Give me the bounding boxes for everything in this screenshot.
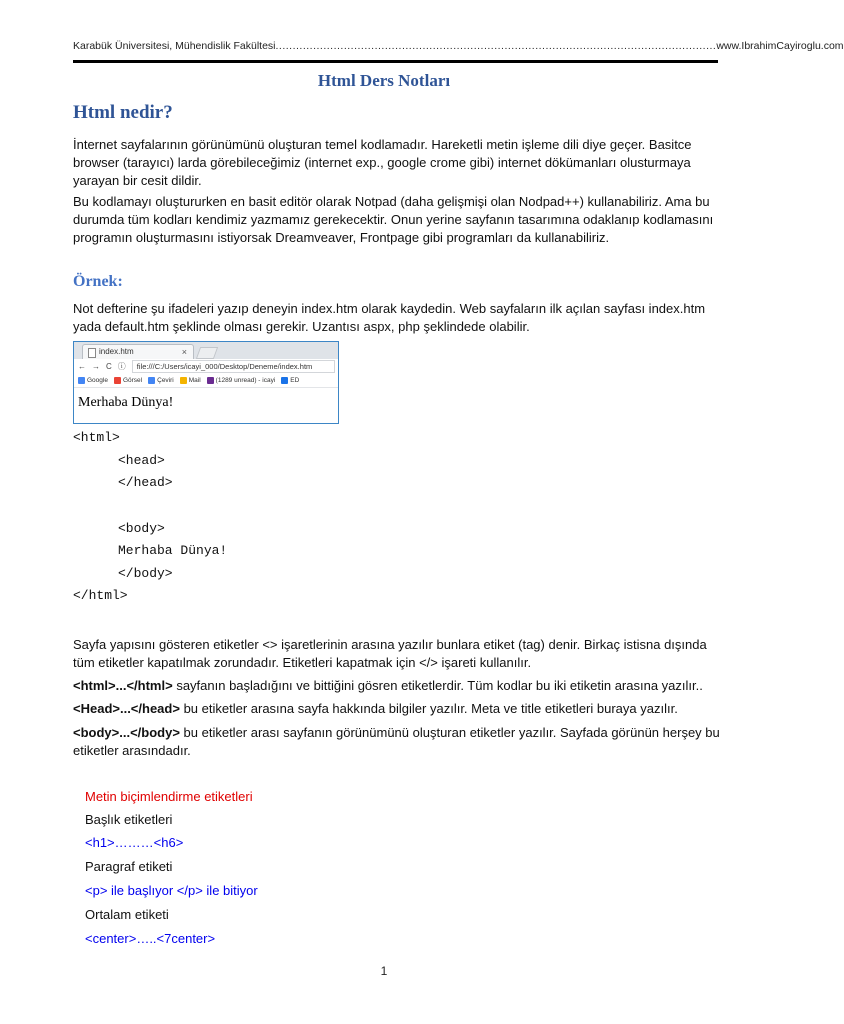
heading-ornek: Örnek: xyxy=(73,273,123,290)
list-item-code: <h1>………<h6> xyxy=(85,835,184,850)
bookmark-label: (1289 unread) - icayi xyxy=(215,377,276,384)
bookmark-label: Görsel xyxy=(122,377,143,384)
header-right: www.IbrahimCayiroglu.com xyxy=(716,40,844,52)
header-left: Karabük Üniversitesi, Mühendislik Fakültesi xyxy=(73,40,276,52)
tag-name: <body>...</body> xyxy=(73,725,180,740)
apps-icon xyxy=(180,377,187,384)
code-line: </html> xyxy=(73,588,128,603)
browser-page-text: Merhaba Dünya! xyxy=(78,395,174,410)
back-icon: ← xyxy=(78,362,86,371)
bookmark-item xyxy=(114,377,142,384)
header-rule xyxy=(73,60,718,63)
bookmark-item xyxy=(78,377,108,384)
document-title: Html Ders Notları xyxy=(317,71,451,90)
code-line: Merhaba Dünya! xyxy=(118,543,228,558)
info-icon: ⓘ xyxy=(117,362,126,371)
code-line: <head> xyxy=(118,453,165,468)
list-item-label: Ortalam etiketi xyxy=(85,907,169,922)
code-line: </body> xyxy=(118,566,173,581)
bookmark-label: ED xyxy=(290,377,300,384)
google-icon xyxy=(78,377,85,384)
reload-icon: C xyxy=(106,362,112,371)
tag-desc-html xyxy=(73,677,723,695)
bookmark-item xyxy=(207,377,276,384)
google-images-icon xyxy=(114,377,121,384)
code-line: <html> xyxy=(73,430,120,445)
code-line: <body> xyxy=(118,521,165,536)
heading-html-nedir: Html nedir? xyxy=(73,102,173,123)
header-dots: ................................................................................................................................. xyxy=(275,40,717,52)
close-icon: × xyxy=(181,347,187,357)
tag-name: <html>...</html> xyxy=(73,678,173,693)
paragraph-tags: Sayfa yapısını gösteren etiketler <> işaretlerinin arasına yazılır bunlara etiket (tag) denir. Birkaç istisna dışında tüm etiketler kapatılmak zorundadır. Etiketleri kapatmak için </> işareti kullanılır. xyxy=(73,637,707,670)
browser-tab xyxy=(82,344,194,359)
translate-icon xyxy=(148,377,155,384)
page-number: 1 xyxy=(380,964,388,978)
bookmark-label: Çeviri xyxy=(157,377,174,384)
bookmark-item xyxy=(148,377,174,384)
list-item-label: Paragraf etiketi xyxy=(85,859,173,874)
tag-desc-head xyxy=(73,700,723,718)
browser-tab-bar xyxy=(74,342,338,359)
paragraph-editor: Bu kodlamayı oluştururken en basit editör olarak Notpad (daha gelişmişi olan Nodpad++) kullanabiliriz. Ama bu durumda tüm kodları kendimiz yazmamız gerekecektir. Onun yerine sayfanın tasarımına odaklanıp kodlamasını programın oluşturmasını istiyorsak Dreamveaver, Frontpage gibi programları da kullanabiliriz. xyxy=(73,194,714,245)
tag-text: bu etiketler arasına sayfa hakkında bilgiler yazılır. Meta ve title etiketleri buraya yazılır. xyxy=(179,701,678,716)
tag-name: <Head>...</head> xyxy=(73,701,180,716)
list-item-code: <center>…..<7center> xyxy=(85,931,216,946)
tag-text: bu etiketler arası sayfanın görünümünü oluşturan etiketler yazılır. Sayfada görünün herşey bu etiketler arasındadır. xyxy=(73,725,720,758)
ed-icon xyxy=(281,377,288,384)
bookmark-item xyxy=(281,377,299,384)
tag-desc-body xyxy=(73,724,723,760)
formatting-heading: Metin biçimlendirme etiketleri xyxy=(85,789,253,804)
code-line: </head> xyxy=(118,475,173,490)
browser-screenshot xyxy=(73,341,339,424)
browser-bookmarks-bar xyxy=(74,374,338,388)
browser-tab-title: index.htm xyxy=(99,347,134,356)
bookmark-label: Mail xyxy=(188,377,201,384)
list-item-code: <p> ile başlıyor </p> ile bitiyor xyxy=(85,883,258,898)
mail-icon xyxy=(207,377,214,384)
page-header xyxy=(73,40,844,52)
paragraph-notepad: Not defterine şu ifadeleri yazıp deneyin index.htm olarak kaydedin. Web sayfaların ilk açılan sayfası index.htm yada default.htm şeklinde olması gerekir. Uzantısı aspx, php şeklindede olabilir. xyxy=(73,301,706,334)
bookmark-item xyxy=(180,377,201,384)
bookmark-label: Google xyxy=(87,377,108,384)
tag-text: sayfanın başladığını ve bittiğini gösren etiketlerdir. Tüm kodlar bu iki etiketin arasına yazılır.. xyxy=(172,678,703,693)
page-icon xyxy=(88,348,96,358)
browser-url: file:///C:/Users/icayi_000/Desktop/Deneme/index.htm xyxy=(132,360,335,373)
new-tab-icon xyxy=(196,347,218,359)
list-item-label: Başlık etiketleri xyxy=(85,812,173,827)
forward-icon: → xyxy=(92,362,100,371)
browser-address-row xyxy=(74,359,338,374)
paragraph-intro: İnternet sayfalarının görünümünü oluşturan temel kodlamadır. Hareketli metin işleme dili diye geçer. Basitce browser (tarayıcı) larda görebileceğimiz (internet exp., google crome gibi) internet dökümanları olusturmaya yarayan bir cesit dildir. xyxy=(73,137,692,188)
